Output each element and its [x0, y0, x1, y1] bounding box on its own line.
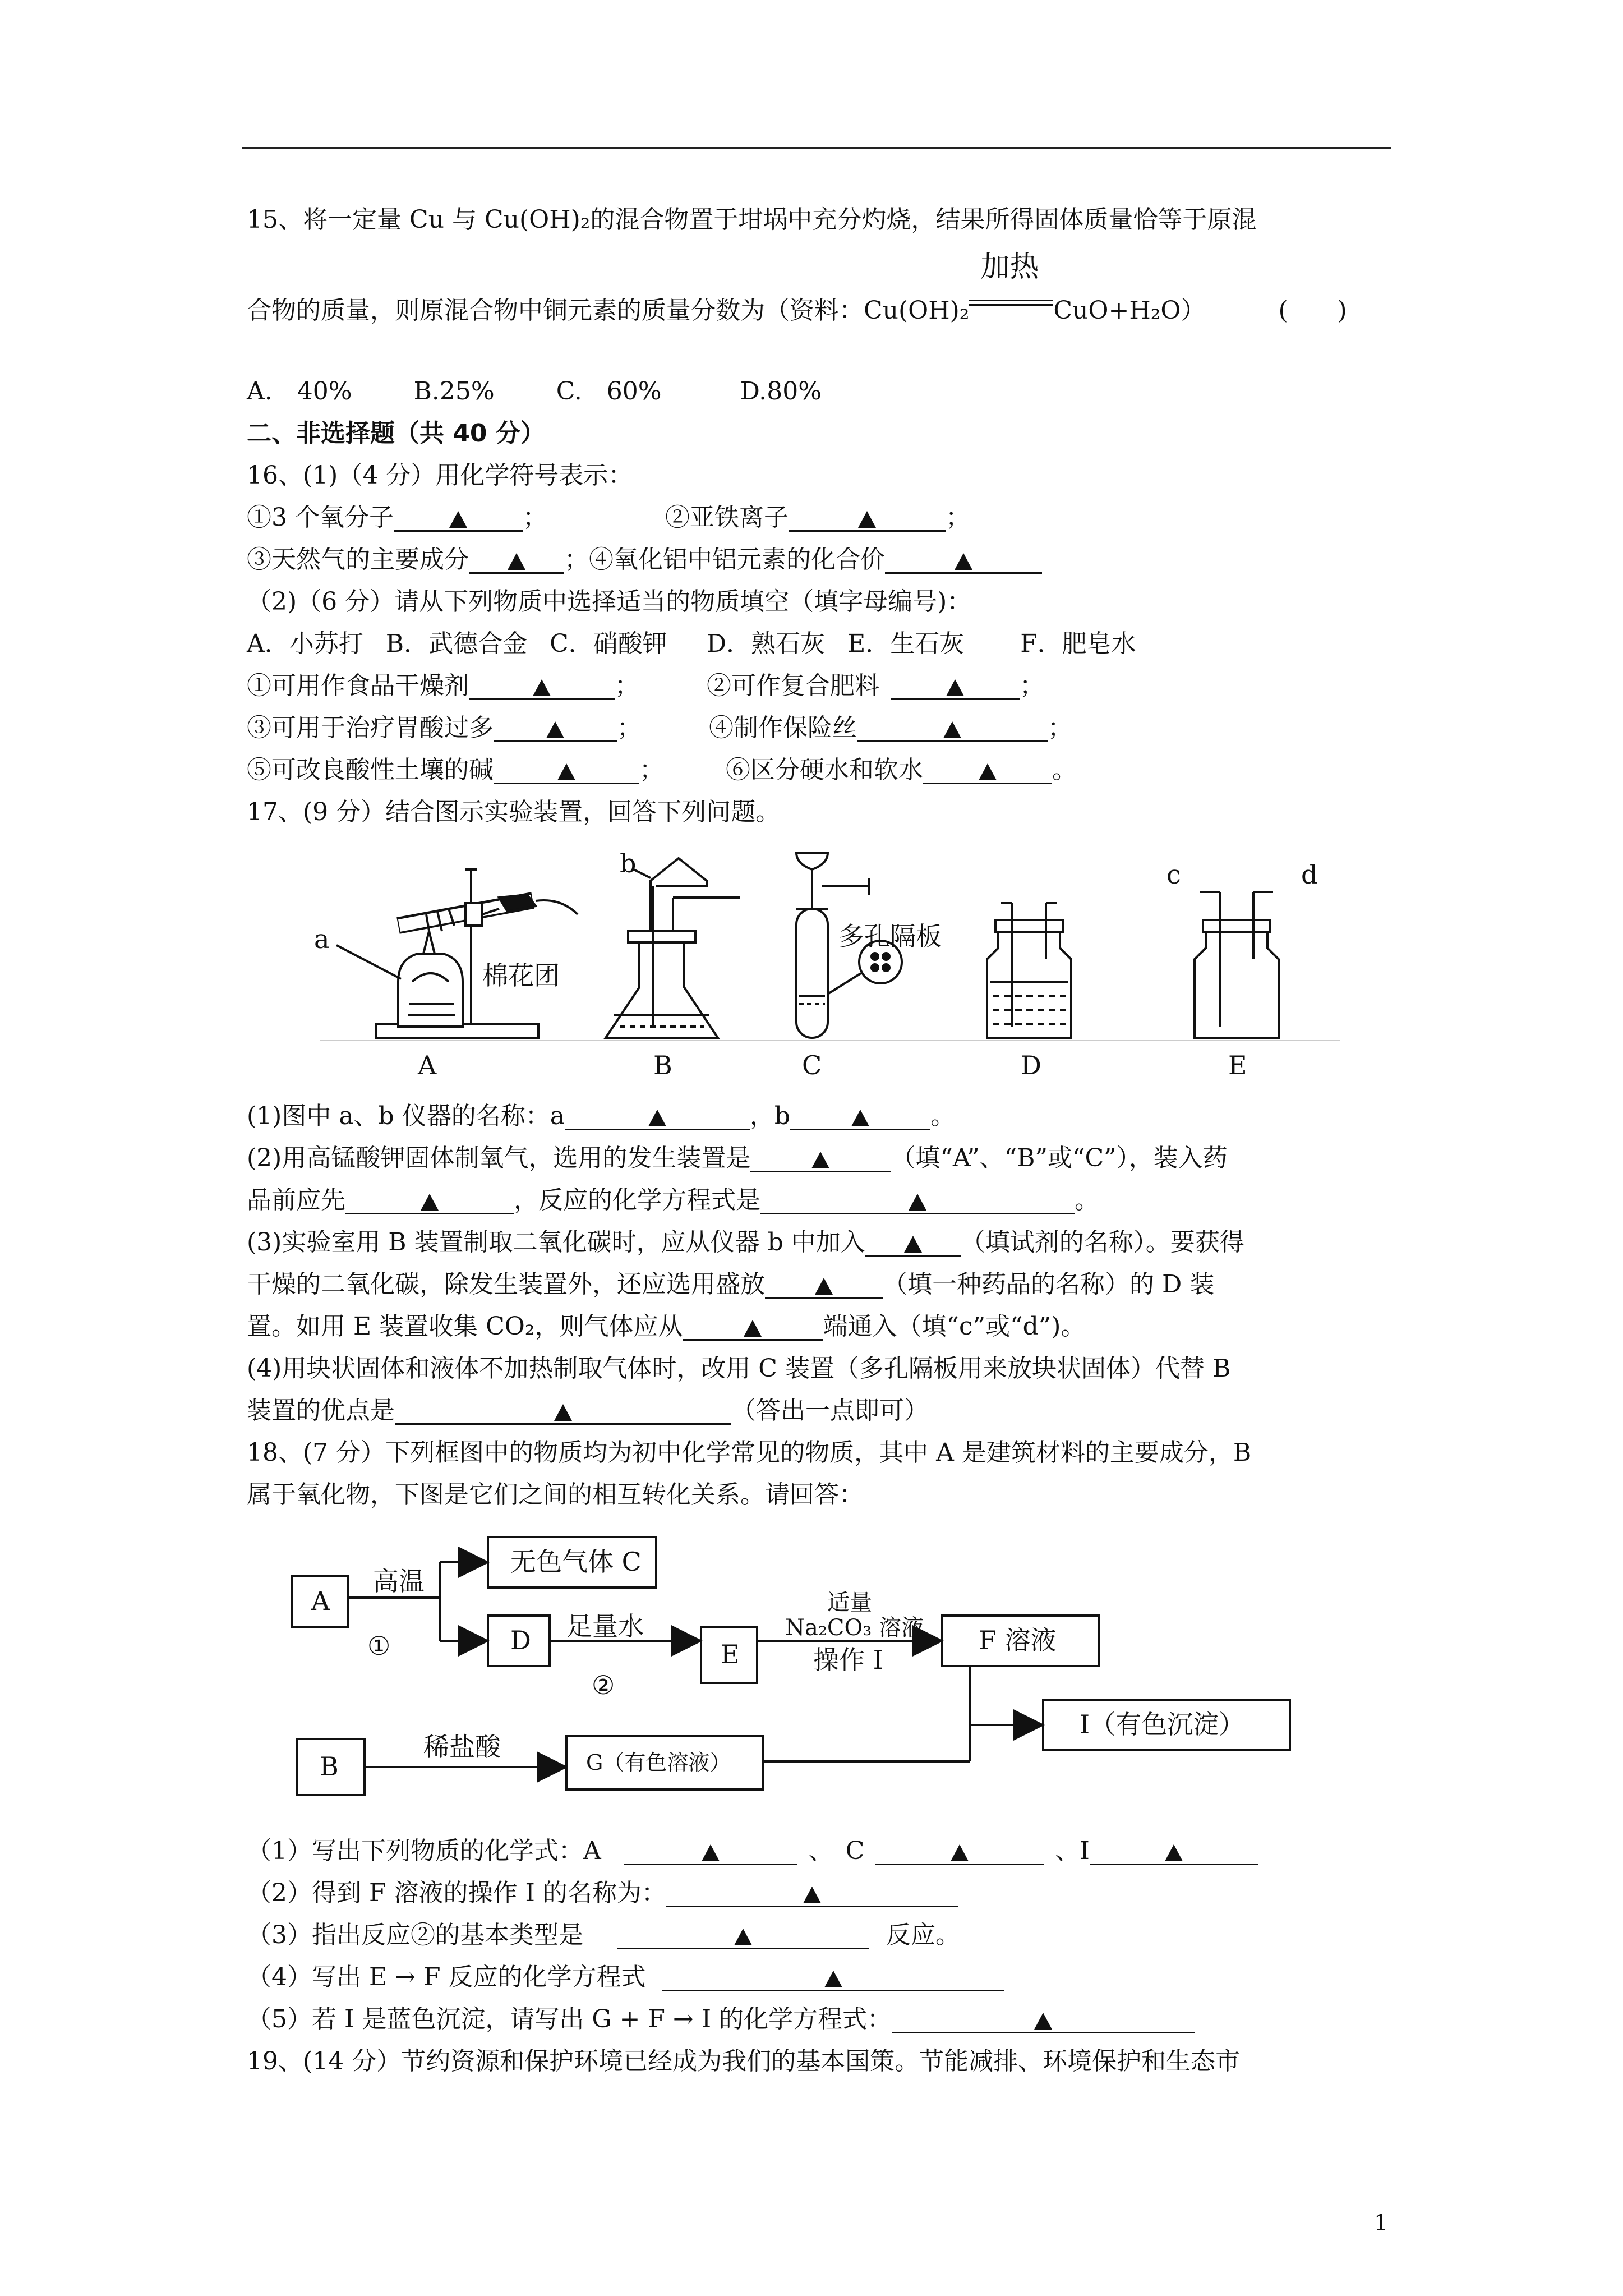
answer-marker-icon: [803, 1887, 821, 1903]
answer-marker-icon: [946, 679, 964, 696]
q18-r4: [247, 1961, 1004, 1994]
label-a: a: [314, 924, 330, 954]
q16-b1-label: ①可用作食品干燥剂: [247, 671, 469, 700]
answer-marker-icon: [702, 1844, 720, 1861]
q16-opt-e: E．生石灰: [847, 629, 965, 658]
q18-r1c: 、I: [1055, 1837, 1090, 1865]
q17-s3a: (3)实验室用 B 装置制取二氧化碳时，应从仪器 b 中加入: [247, 1228, 865, 1257]
q17-s2-line2: [247, 1184, 1099, 1217]
q16-options: [247, 627, 1136, 661]
arrow-operation-1: 操作 I: [813, 1645, 883, 1675]
cotton-label: 棉花团: [482, 960, 560, 991]
q18-r2-label: （2）得到 F 溶液的操作 I 的名称为：: [247, 1879, 666, 1907]
box-f-label: F 溶液: [979, 1625, 1057, 1655]
q17-title: 17、(9 分）结合图示实验装置，回答下列问题。: [247, 798, 781, 826]
q15-line1: 15、将一定量 Cu 与 Cu(OH)₂的混合物置于坩埚中充分灼烧，结果所得固体质量恰等于原混: [247, 205, 1257, 234]
q17-s2b: （填“A”、“B”或“C”），装入药: [891, 1144, 1228, 1172]
q17-blank-equation[interactable]: [760, 1184, 1075, 1214]
arrow-water: 足量水: [566, 1611, 644, 1641]
q17-blank-b[interactable]: [790, 1099, 930, 1130]
answer-marker-icon: [546, 721, 564, 738]
q17-blank-inlet[interactable]: [683, 1310, 823, 1341]
arrow-na2co3: Na₂CO₃ 溶液: [785, 1615, 924, 1641]
q16-row-b12: [247, 669, 1044, 703]
semicolon: ；: [945, 503, 970, 532]
apparatus-b-label: B: [653, 1050, 672, 1080]
q16-b2-blank[interactable]: [891, 669, 1020, 700]
q16-p1-d-label: ；④氧化铝中铝元素的化合价: [564, 545, 885, 574]
answer-marker-icon: [979, 763, 997, 780]
q15-option-d: D.80%: [740, 377, 822, 406]
answer-marker-icon: [943, 721, 961, 738]
q17-blank-a[interactable]: [565, 1099, 750, 1130]
answer-marker-icon: [955, 553, 972, 570]
answer-marker-icon: [1034, 2013, 1052, 2030]
heat-label: 加热: [980, 250, 1039, 284]
answer-marker-icon: [858, 511, 876, 528]
arrow-step-one: ①: [367, 1631, 391, 1661]
q17-s2a: (2)用高锰酸钾固体制氧气，选用的发生装置是: [247, 1144, 751, 1172]
apparatus-e-label: E: [1228, 1050, 1247, 1080]
q16-b4-label: ④制作保险丝: [709, 714, 857, 742]
apparatus-c-label: C: [802, 1050, 822, 1080]
q16-part1-title: 16、(1)（4 分）用化学符号表示：: [247, 461, 633, 490]
q18-r5: [247, 2003, 1195, 2036]
q16-p1-c-blank[interactable]: [469, 543, 564, 574]
q15-products: CuO+H₂O）: [1053, 296, 1206, 325]
q17-s4c: （答出一点即可）: [731, 1396, 929, 1425]
q16-opt-a: A．小苏打: [247, 629, 363, 658]
q16-p1-d-blank[interactable]: [885, 543, 1042, 574]
q16-b1-blank[interactable]: [469, 669, 615, 700]
q17-s2-line1: [247, 1142, 1228, 1175]
box-a-label: A: [311, 1586, 330, 1616]
q15-answer-paren: ( ): [1278, 296, 1347, 325]
q17-s3d: （填一种药品的名称）的 D 装: [883, 1270, 1215, 1299]
q17-blank-before[interactable]: [345, 1184, 514, 1214]
q17-s3b: （填试剂的名称）。要获得: [960, 1228, 1244, 1257]
answer-marker-icon: [744, 1320, 762, 1337]
q16-opt-f: F．肥皂水: [1020, 629, 1136, 658]
q16-b6-label: ⑥区分硬水和软水: [726, 756, 923, 784]
q16-p1-a-blank[interactable]: [394, 501, 523, 532]
q15-option-c: C. 60%: [556, 377, 662, 406]
q15-line2-text: 合物的质量，则原混合物中铜元素的质量分数为（资料：Cu(OH)₂: [247, 296, 970, 325]
q18-blank-e-to-f[interactable]: [662, 1961, 1004, 1991]
q18-blank-reaction-type[interactable]: [617, 1918, 869, 1949]
answer-marker-icon: [904, 1236, 922, 1253]
q16-p1-b-label: ②亚铁离子: [665, 503, 789, 532]
q17-s2c: 品前应先: [247, 1186, 345, 1214]
q16-row-b34: [247, 711, 1072, 745]
q15-option-a: A. 40%: [247, 377, 352, 406]
q17-s1b: ，b: [749, 1102, 791, 1130]
q16-b4-blank[interactable]: [857, 711, 1048, 742]
q18-r3b: 反应。: [886, 1921, 960, 1949]
q18-title-line2: 属于氧化物，下图是它们之间的相互转化关系。请回答：: [247, 1480, 864, 1509]
q17-s3c: 干燥的二氧化碳，除发生装置外，还应选用盛放: [247, 1270, 765, 1299]
answer-marker-icon: [449, 511, 467, 528]
arrow-moderate: 适量: [827, 1590, 872, 1616]
q18-blank-g-f-i[interactable]: [892, 2003, 1195, 2033]
q16-b5-label: ⑤可改良酸性土壤的碱: [247, 756, 494, 784]
answer-marker-icon: [909, 1194, 926, 1211]
q18-blank-a[interactable]: [624, 1834, 797, 1865]
q17-s4b: 装置的优点是: [247, 1396, 395, 1425]
q16-p1-b-blank[interactable]: [789, 501, 946, 532]
arrow-hcl: 稀盐酸: [423, 1732, 501, 1762]
q17-blank-device[interactable]: [750, 1142, 891, 1172]
answer-marker-icon: [734, 1929, 752, 1945]
q16-b5-blank[interactable]: [494, 753, 639, 784]
q18-r1: [247, 1834, 1258, 1868]
apparatus-d: [987, 903, 1071, 1038]
q17-s2d: ，反应的化学方程式是: [514, 1186, 760, 1214]
q15-options: [247, 375, 822, 408]
box-d-label: D: [510, 1625, 531, 1655]
answer-marker-icon: [554, 1404, 572, 1421]
answer-marker-icon: [1165, 1844, 1183, 1861]
apparatus-d-label: D: [1021, 1050, 1041, 1080]
answer-marker-icon: [648, 1110, 666, 1126]
semicolon: ；: [615, 671, 639, 700]
q18-r5-label: （5）若 I 是蓝色沉淀，请写出 G + F → I 的化学方程式：: [247, 2005, 892, 2033]
q15-line2: [247, 250, 1347, 328]
q16-part2-title: （2)（6 分）请从下列物质中选择适当的物质填空（填字母编号)：: [247, 587, 972, 616]
semicolon: ；: [1048, 714, 1072, 742]
q18-r2: [247, 1876, 958, 1910]
apparatus-e: [1195, 892, 1279, 1038]
semicolon: ；: [639, 756, 664, 784]
semicolon: ；: [1020, 671, 1044, 700]
q16-opt-d: D．熟石灰: [706, 629, 826, 658]
q17-s3-line1: [247, 1226, 1244, 1259]
answer-marker-icon: [815, 1278, 833, 1295]
q17-blank-advantage[interactable]: [395, 1394, 731, 1425]
period: 。: [1052, 756, 1077, 784]
q18-r3a: （3）指出反应②的基本类型是: [247, 1921, 583, 1949]
q18-blank-operation[interactable]: [666, 1876, 958, 1907]
q18-title-line1: 18、(7 分）下列框图中的物质均为初中化学常见的物质，其中 A 是建筑材料的主要成分，B: [247, 1438, 1252, 1467]
q17-s3-line2: [247, 1268, 1214, 1301]
arrow-high-temp: 高温: [373, 1566, 425, 1596]
q17-s2e: 。: [1075, 1186, 1099, 1214]
box-e-label: E: [721, 1639, 740, 1669]
q18-r1a: （1）写出下列物质的化学式：A: [247, 1837, 601, 1865]
answer-marker-icon: [824, 1971, 842, 1987]
q17-blank-drying-agent[interactable]: [765, 1268, 883, 1299]
q17-s4-line2: [247, 1394, 929, 1428]
header-rule: [242, 147, 1391, 149]
q18-r4-label: （4）写出 E → F 反应的化学方程式: [247, 1963, 646, 1991]
arrow-step-two: ②: [592, 1670, 615, 1700]
answer-marker-icon: [508, 553, 525, 570]
answer-marker-icon: [851, 1110, 869, 1126]
answer-marker-icon: [533, 679, 551, 696]
heat-equals-sign: [969, 250, 1053, 319]
q16-b6-blank[interactable]: [923, 753, 1052, 784]
q16-row-b56: [247, 753, 1077, 787]
box-i-label: I（有色沉淀）: [1080, 1709, 1245, 1740]
q16-opt-c: C．硝酸钾: [550, 629, 667, 658]
q16-row2: [247, 543, 1042, 577]
answer-marker-icon: [951, 1844, 969, 1861]
q17-s3f: 端通入（填“c”或“d”)。: [823, 1312, 1086, 1341]
label-c: c: [1166, 859, 1181, 890]
q18-blank-i[interactable]: [1090, 1834, 1258, 1865]
q17-s1c: 。: [930, 1102, 956, 1130]
q16-p1-c-label: ③天然气的主要成分: [247, 545, 469, 574]
q18-blank-c[interactable]: [875, 1834, 1044, 1865]
box-c-label: 无色气体 C: [510, 1547, 642, 1577]
box-b-label: B: [320, 1751, 339, 1782]
answer-marker-icon: [421, 1194, 439, 1211]
semicolon: ；: [617, 714, 642, 742]
page-number: 1: [1374, 2210, 1389, 2236]
porous-plate-label: 多孔隔板: [838, 921, 942, 951]
q17-blank-reagent[interactable]: [865, 1226, 961, 1257]
q16-b2-label: ②可作复合肥料: [707, 671, 879, 700]
q17-s3e: 置。如用 E 装置收集 CO₂，则气体应从: [247, 1312, 683, 1341]
q17-s3-line3: [247, 1310, 1085, 1343]
q16-b3-blank[interactable]: [494, 711, 617, 742]
label-d: d: [1301, 859, 1318, 890]
q16-b3-label: ③可用于治疗胃酸过多: [247, 714, 494, 742]
answer-marker-icon: [557, 763, 575, 780]
q16-p1-a-label: ①3 个氧分子: [247, 503, 394, 532]
answer-marker-icon: [811, 1152, 829, 1168]
q17-s4-line1: (4)用块状固体和液体不加热制取气体时，改用 C 装置（多孔隔板用来放块状固体）代替 B: [247, 1354, 1231, 1383]
q19-line1: 19、(14 分）节约资源和保护环境已经成为我们的基本国策。节能减排、环境保护和生态市: [247, 2047, 1241, 2076]
semicolon: ；: [522, 503, 547, 532]
q17-s1: [247, 1099, 955, 1133]
apparatus-b: [606, 858, 740, 1038]
label-b: b: [620, 848, 637, 878]
q18-r1b: 、 C: [808, 1837, 865, 1865]
q16-row1: [247, 501, 970, 535]
apparatus-figure: [314, 847, 1346, 1088]
apparatus-a: [336, 869, 578, 1038]
q17-s1a: (1)图中 a、b 仪器的名称：a: [247, 1102, 565, 1130]
conversion-diagram: [280, 1526, 1335, 1818]
box-g-label: G（有色溶液）: [586, 1750, 731, 1775]
section-2-heading: 二、非选择题（共 40 分）: [247, 419, 545, 448]
q15-option-b: B.25%: [413, 377, 495, 406]
q18-r3: [247, 1918, 960, 1952]
q16-opt-b: B．武德合金: [385, 629, 528, 658]
apparatus-a-label: A: [418, 1050, 437, 1080]
